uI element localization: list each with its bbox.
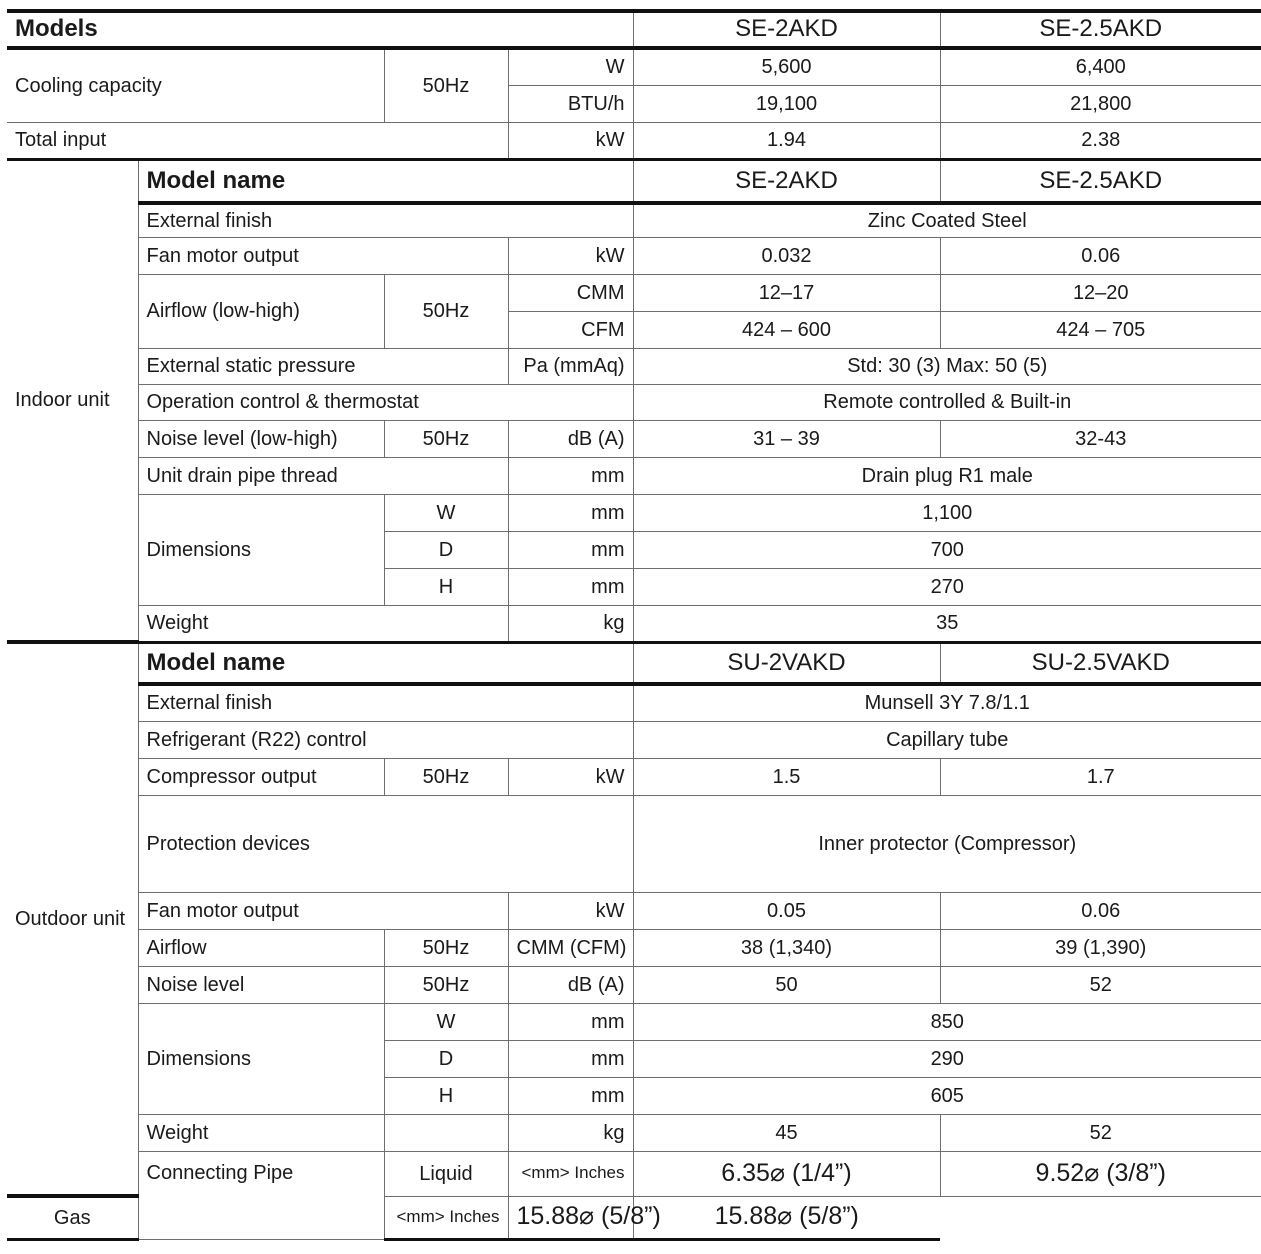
- indoor-finish-label: External finish: [138, 203, 633, 237]
- cooling-unit-btu: BTU/h: [508, 85, 633, 122]
- outdoor-noise-row: [7, 966, 1261, 1003]
- indoor-dimensions-label: Dimensions: [138, 494, 384, 605]
- outdoor-pipe-label: Connecting Pipe: [138, 1151, 384, 1239]
- outdoor-fan-row: [7, 892, 1261, 929]
- outdoor-airflow-hz: 50Hz: [384, 929, 508, 966]
- models-label: Models: [7, 11, 633, 48]
- outdoor-noise-unit: dB (A): [508, 966, 633, 1003]
- indoor-weight-row: [7, 605, 1261, 642]
- indoor-drain-label: Unit drain pipe thread: [138, 457, 508, 494]
- indoor-fan-label: Fan motor output: [138, 237, 508, 274]
- outdoor-dim-d-unit: mm: [508, 1040, 633, 1077]
- outdoor-dimensions-label: Dimensions: [138, 1003, 384, 1114]
- indoor-airflow-cmm-row: [7, 274, 1261, 311]
- outdoor-dim-h-value: 605: [633, 1077, 1261, 1114]
- indoor-airflow-cmm-a: 12–17: [633, 274, 940, 311]
- outdoor-unit-label: Outdoor unit: [7, 642, 138, 1196]
- indoor-finish-row: [7, 203, 1261, 237]
- outdoor-model-a: SU-2VAKD: [633, 642, 940, 684]
- indoor-control-row: [7, 384, 1261, 420]
- indoor-esp-value: Std: 30 (3) Max: 50 (5): [633, 348, 1261, 384]
- outdoor-airflow-b: 39 (1,390): [940, 929, 1261, 966]
- outdoor-refrigerant-label: Refrigerant (R22) control: [138, 721, 633, 758]
- outdoor-pipe-gas-label: Gas: [7, 1196, 138, 1239]
- outdoor-model-name-label: Model name: [138, 642, 633, 684]
- cooling-w-row: [7, 48, 1261, 85]
- outdoor-dim-d-value: 290: [633, 1040, 1261, 1077]
- indoor-noise-hz: 50Hz: [384, 420, 508, 457]
- indoor-noise-label: Noise level (low-high): [138, 420, 384, 457]
- outdoor-compressor-hz: 50Hz: [384, 758, 508, 795]
- indoor-model-b: SE-2.5AKD: [940, 159, 1261, 203]
- total-input-row: [7, 122, 1261, 159]
- cooling-w-b: 6,400: [940, 48, 1261, 85]
- outdoor-noise-a: 50: [633, 966, 940, 1003]
- indoor-dim-w-value: 1,100: [633, 494, 1261, 531]
- indoor-airflow-label: Airflow (low-high): [138, 274, 384, 348]
- outdoor-finish-row: [7, 684, 1261, 721]
- indoor-dim-d-label: D: [384, 531, 508, 568]
- indoor-dim-w-row: [7, 494, 1261, 531]
- indoor-fan-b: 0.06: [940, 237, 1261, 274]
- indoor-control-label: Operation control & thermostat: [138, 384, 633, 420]
- cooling-w-a: 5,600: [633, 48, 940, 85]
- indoor-drain-row: [7, 457, 1261, 494]
- indoor-airflow-cfm-a: 424 – 600: [633, 311, 940, 348]
- indoor-fan-row: [7, 237, 1261, 274]
- outdoor-fan-unit: kW: [508, 892, 633, 929]
- outdoor-model-row: [7, 642, 1261, 684]
- outdoor-weight-label: Weight: [138, 1114, 384, 1151]
- indoor-esp-label: External static pressure: [138, 348, 508, 384]
- outdoor-pipe-liquid-unit: <mm> Inches: [508, 1151, 633, 1196]
- outdoor-compressor-b: 1.7: [940, 758, 1261, 795]
- cooling-capacity-label: Cooling capacity: [7, 48, 384, 122]
- outdoor-protection-label: Protection devices: [138, 795, 633, 892]
- cooling-btu-b: 21,800: [940, 85, 1261, 122]
- outdoor-compressor-unit: kW: [508, 758, 633, 795]
- outdoor-airflow-unit: CMM (CFM): [508, 929, 633, 966]
- model-b-header: SE-2.5AKD: [940, 11, 1261, 48]
- indoor-drain-unit: mm: [508, 457, 633, 494]
- indoor-airflow-unit-cmm: CMM: [508, 274, 633, 311]
- cooling-hz: 50Hz: [384, 48, 508, 122]
- indoor-esp-row: [7, 348, 1261, 384]
- indoor-airflow-cmm-b: 12–20: [940, 274, 1261, 311]
- outdoor-noise-b: 52: [940, 966, 1261, 1003]
- indoor-noise-row: [7, 420, 1261, 457]
- indoor-dim-h-value: 270: [633, 568, 1261, 605]
- indoor-dim-d-value: 700: [633, 531, 1261, 568]
- indoor-fan-a: 0.032: [633, 237, 940, 274]
- outdoor-pipe-gas-a: 15.88⌀ (5/8”): [508, 1196, 633, 1239]
- total-input-label: Total input: [7, 122, 508, 159]
- outdoor-fan-a: 0.05: [633, 892, 940, 929]
- outdoor-dim-w-value: 850: [633, 1003, 1261, 1040]
- outdoor-pipe-liquid-label: Liquid: [384, 1151, 508, 1196]
- indoor-airflow-hz: 50Hz: [384, 274, 508, 348]
- indoor-model-row: [7, 159, 1261, 203]
- outdoor-dim-w-label: W: [384, 1003, 508, 1040]
- indoor-weight-label: Weight: [138, 605, 508, 642]
- indoor-drain-value: Drain plug R1 male: [633, 457, 1261, 494]
- outdoor-model-b: SU-2.5VAKD: [940, 642, 1261, 684]
- indoor-airflow-cfm-b: 424 – 705: [940, 311, 1261, 348]
- outdoor-compressor-row: [7, 758, 1261, 795]
- indoor-dim-w-unit: mm: [508, 494, 633, 531]
- indoor-weight-unit: kg: [508, 605, 633, 642]
- outdoor-airflow-a: 38 (1,340): [633, 929, 940, 966]
- total-input-unit: kW: [508, 122, 633, 159]
- outdoor-weight-unit: kg: [508, 1114, 633, 1151]
- total-input-b: 2.38: [940, 122, 1261, 159]
- indoor-esp-unit: Pa (mmAq): [508, 348, 633, 384]
- indoor-model-a: SE-2AKD: [633, 159, 940, 203]
- outdoor-pipe-gas-b: 15.88⌀ (5/8”): [633, 1196, 940, 1239]
- outdoor-dim-w-unit: mm: [508, 1003, 633, 1040]
- outdoor-finish-value: Munsell 3Y 7.8/1.1: [633, 684, 1261, 721]
- outdoor-noise-label: Noise level: [138, 966, 384, 1003]
- outdoor-pipe-gas-unit: <mm> Inches: [384, 1196, 508, 1239]
- spec-table: [7, 9, 1261, 1241]
- outdoor-pipe-liquid-row: [7, 1151, 1261, 1196]
- indoor-control-value: Remote controlled & Built-in: [633, 384, 1261, 420]
- indoor-finish-value: Zinc Coated Steel: [633, 203, 1261, 237]
- outdoor-noise-hz: 50Hz: [384, 966, 508, 1003]
- outdoor-dim-d-label: D: [384, 1040, 508, 1077]
- indoor-dim-h-unit: mm: [508, 568, 633, 605]
- outdoor-protection-value: Inner protector (Compressor): [633, 795, 1261, 892]
- outdoor-weight-a: 45: [633, 1114, 940, 1151]
- spec-sheet: [7, 9, 1261, 1247]
- outdoor-compressor-a: 1.5: [633, 758, 940, 795]
- outdoor-protection-row: [7, 795, 1261, 892]
- cooling-unit-w: W: [508, 48, 633, 85]
- header-row: [7, 11, 1261, 48]
- indoor-airflow-unit-cfm: CFM: [508, 311, 633, 348]
- indoor-weight-value: 35: [633, 605, 1261, 642]
- indoor-noise-b: 32-43: [940, 420, 1261, 457]
- outdoor-airflow-row: [7, 929, 1261, 966]
- indoor-noise-unit: dB (A): [508, 420, 633, 457]
- outdoor-dim-h-unit: mm: [508, 1077, 633, 1114]
- indoor-model-name-label: Model name: [138, 159, 633, 203]
- outdoor-compressor-label: Compressor output: [138, 758, 384, 795]
- indoor-unit-label: Indoor unit: [7, 159, 138, 642]
- outdoor-dim-w-row: [7, 1003, 1261, 1040]
- outdoor-dim-h-label: H: [384, 1077, 508, 1114]
- outdoor-weight-b: 52: [940, 1114, 1261, 1151]
- indoor-dim-w-label: W: [384, 494, 508, 531]
- outdoor-refrigerant-value: Capillary tube: [633, 721, 1261, 758]
- indoor-dim-h-label: H: [384, 568, 508, 605]
- outdoor-fan-label: Fan motor output: [138, 892, 508, 929]
- indoor-noise-a: 31 – 39: [633, 420, 940, 457]
- cooling-btu-a: 19,100: [633, 85, 940, 122]
- outdoor-airflow-label: Airflow: [138, 929, 384, 966]
- total-input-a: 1.94: [633, 122, 940, 159]
- outdoor-refrigerant-row: [7, 721, 1261, 758]
- outdoor-weight-blank: [384, 1114, 508, 1151]
- indoor-fan-unit: kW: [508, 237, 633, 274]
- model-a-header: SE-2AKD: [633, 11, 940, 48]
- outdoor-pipe-liquid-b: 9.52⌀ (3/8”): [940, 1151, 1261, 1196]
- outdoor-fan-b: 0.06: [940, 892, 1261, 929]
- outdoor-weight-row: [7, 1114, 1261, 1151]
- outdoor-finish-label: External finish: [138, 684, 633, 721]
- indoor-dim-d-unit: mm: [508, 531, 633, 568]
- outdoor-pipe-liquid-a: 6.35⌀ (1/4”): [633, 1151, 940, 1196]
